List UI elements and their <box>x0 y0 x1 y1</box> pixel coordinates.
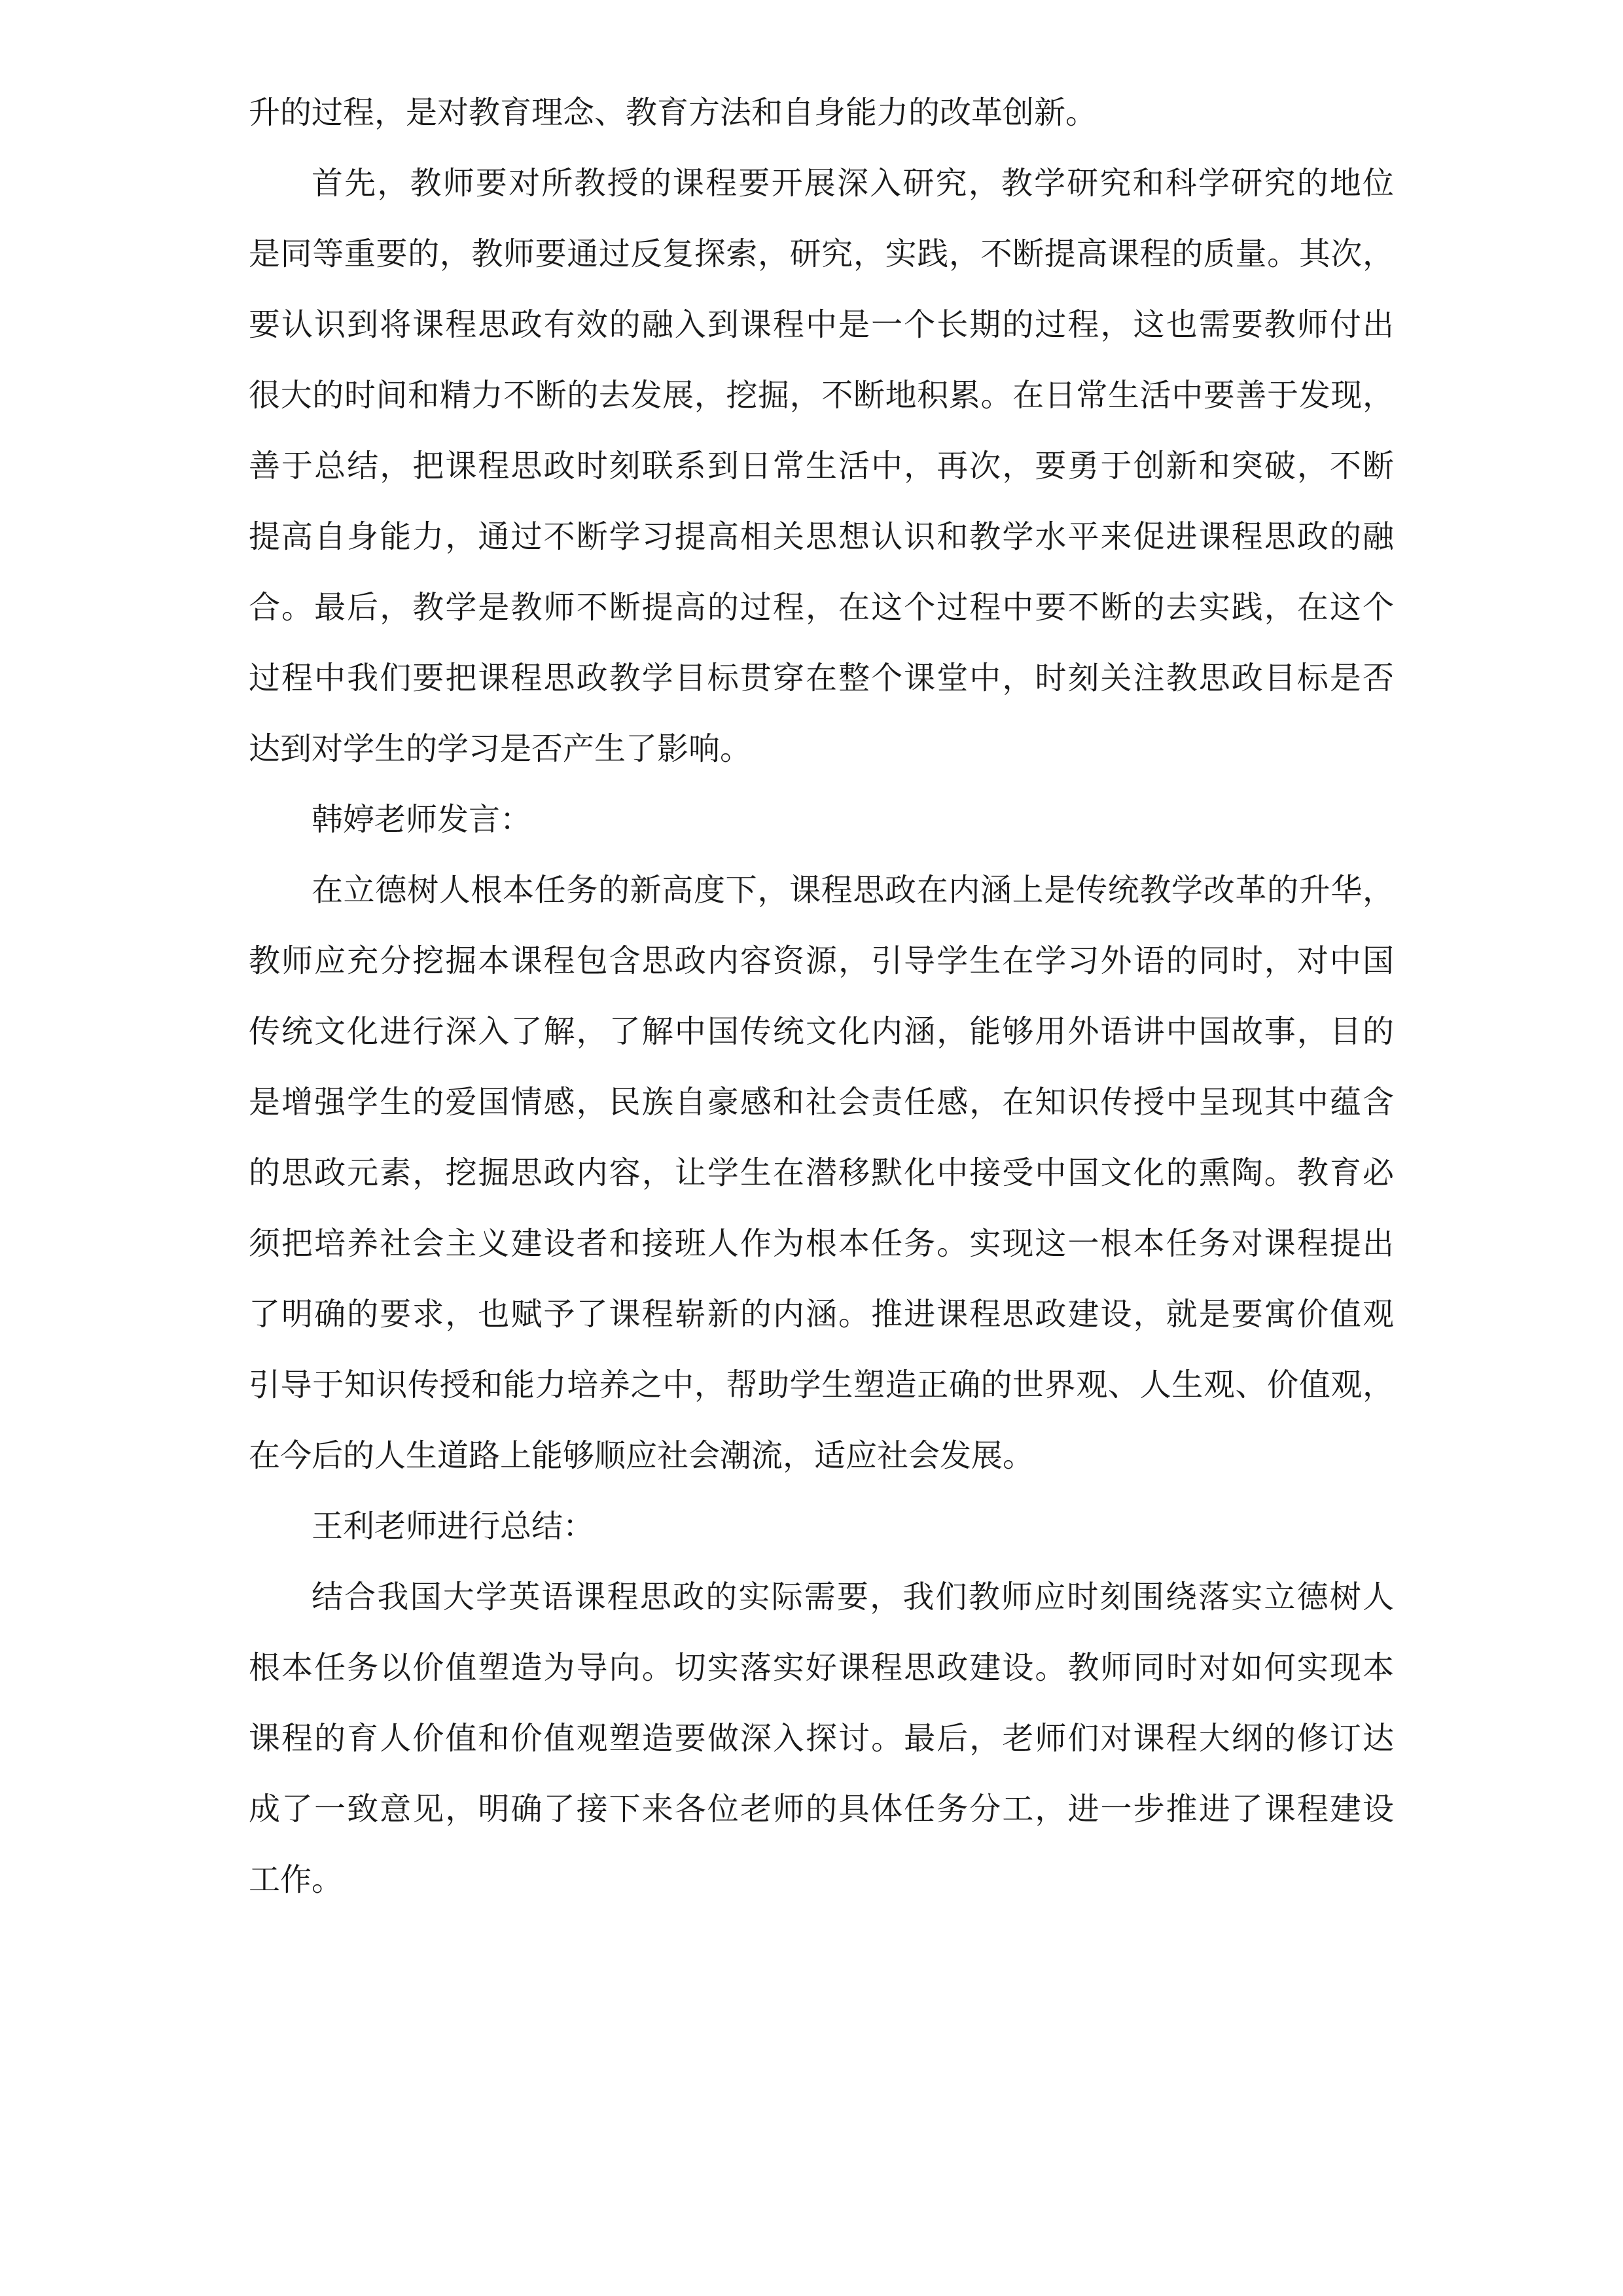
text-line: 很大的时间和精力不断的去发展，挖掘，不断地积累。在日常生活中要善于发现， <box>249 377 1394 414</box>
text-line: 在今后的人生道路上能够顺应社会潮流，适应社会发展。 <box>249 1437 1035 1474</box>
text-line: 结合我国大学英语课程思政的实际需要，我们教师应时刻围绕落实立德树人 <box>312 1579 1394 1615</box>
paragraph <box>249 1491 1394 1562</box>
text-line: 过程中我们要把课程思政教学目标贯穿在整个课堂中，时刻关注教思政目标是否 <box>249 660 1394 696</box>
text-line: 了明确的要求，也赋予了课程崭新的内涵。推进课程思政建设，就是要寓价值观 <box>249 1296 1394 1333</box>
document-page <box>249 77 1394 1915</box>
text-line: 传统文化进行深入了解，了解中国传统文化内涵，能够用外语讲中国故事，目的 <box>249 1013 1394 1050</box>
text-line: 达到对学生的学习是否产生了影响。 <box>249 730 752 767</box>
text-line: 引导于知识传授和能力培养之中，帮助学生塑造正确的世界观、人生观、价值观， <box>249 1367 1394 1403</box>
text-line: 是同等重要的，教师要通过反复探索，研究，实践，不断提高课程的质量。其次， <box>249 236 1394 272</box>
text-line: 合。最后，教学是教师不断提高的过程，在这个过程中要不断的去实践，在这个 <box>249 589 1394 626</box>
text-line: 须把培养社会主义建设者和接班人作为根本任务。实现这一根本任务对课程提出 <box>249 1225 1394 1262</box>
text-line: 教师应充分挖掘本课程包含思政内容资源，引导学生在学习外语的同时，对中国 <box>249 942 1394 979</box>
text-line: 在立德树人根本任务的新高度下，课程思政在内涵上是传统教学改革的升华， <box>312 872 1394 908</box>
text-line: 根本任务以价值塑造为导向。切实落实好课程思政建设。教师同时对如何实现本 <box>249 1649 1394 1686</box>
text-line: 提高自身能力，通过不断学习提高相关思想认识和教学水平来促进课程思政的融 <box>249 518 1394 555</box>
paragraph <box>249 148 1394 784</box>
text-line: 升的过程，是对教育理念、教育方法和自身能力的改革创新。 <box>249 94 1097 131</box>
text-line: 是增强学生的爱国情感，民族自豪感和社会责任感，在知识传授中呈现其中蕴含 <box>249 1084 1394 1121</box>
text-line: 成了一致意见，明确了接下来各位老师的具体任务分工，进一步推进了课程建设 <box>249 1791 1394 1827</box>
paragraph <box>249 855 1394 1491</box>
text-line: 要认识到将课程思政有效的融入到课程中是一个长期的过程，这也需要教师付出 <box>249 306 1394 343</box>
text-line: 善于总结，把课程思政时刻联系到日常生活中，再次，要勇于创新和突破，不断 <box>249 448 1394 484</box>
text-line: 工作。 <box>249 1861 344 1898</box>
text-line: 王利老师进行总结： <box>312 1508 595 1545</box>
paragraph <box>249 77 1394 148</box>
paragraph <box>249 1562 1394 1915</box>
text-line: 首先，教师要对所教授的课程要开展深入研究，教学研究和科学研究的地位 <box>312 165 1394 202</box>
paragraph <box>249 784 1394 855</box>
text-line: 韩婷老师发言： <box>312 801 532 838</box>
text-line: 课程的育人价值和价值观塑造要做深入探讨。最后，老师们对课程大纲的修订达 <box>249 1720 1394 1757</box>
text-line: 的思政元素，挖掘思政内容，让学生在潜移默化中接受中国文化的熏陶。教育必 <box>249 1155 1394 1191</box>
